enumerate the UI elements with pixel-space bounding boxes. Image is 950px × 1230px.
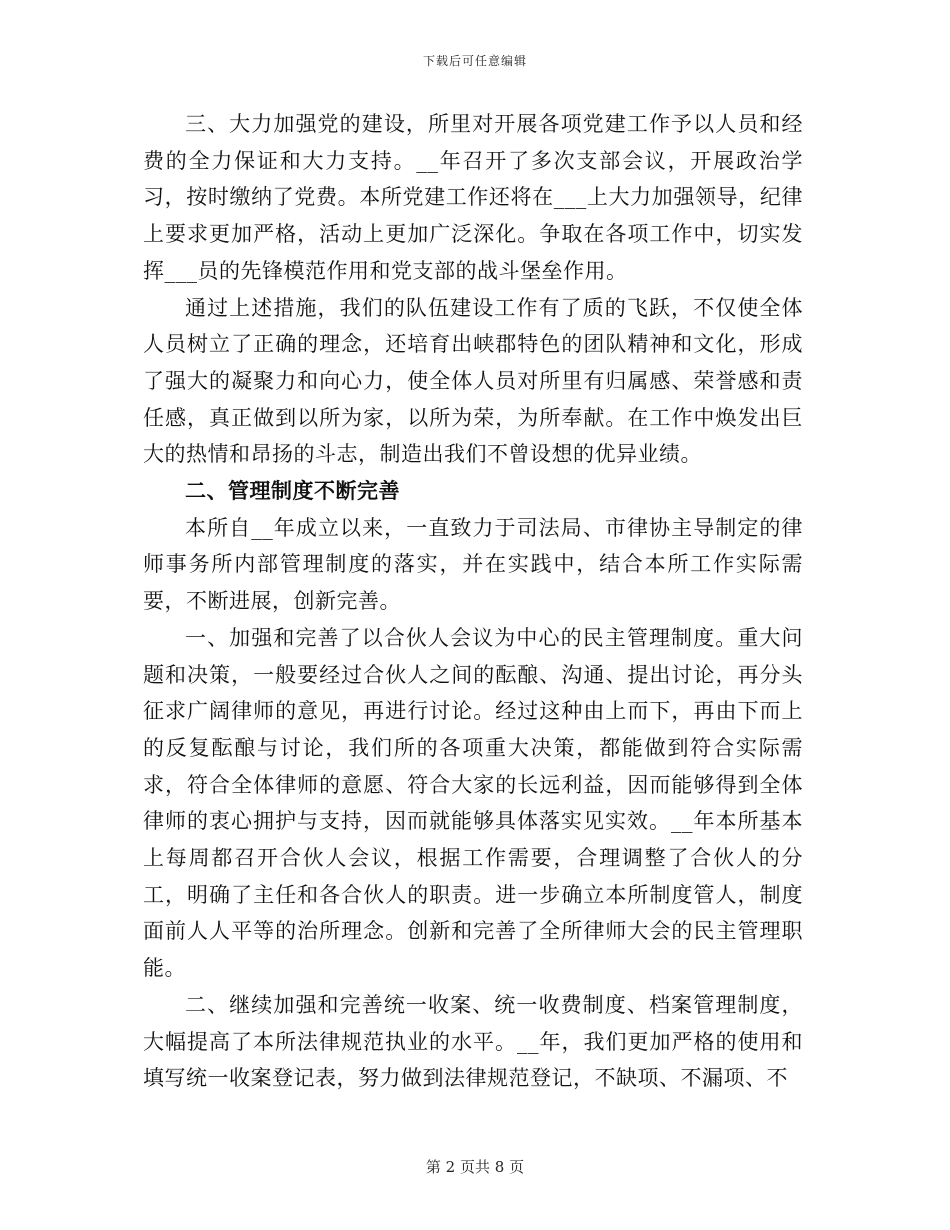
paragraph-unified-case: 二、继续加强和完善统一收案、统一收费制度、档案管理制度，大幅提高了本所法律规范执业的水平。__年，我们更加严格的使用和填写统一收案登记表，努力做到法律规范登记，不缺项、不漏项、不 — [143, 992, 803, 1091]
section-heading-management: 二、管理制度不断完善 — [185, 479, 400, 504]
paragraph-partner-meeting: 一、加强和完善了以合伙人会议为中心的民主管理制度。重大问题和决策，一般要经过合伙人之间的酝酿、沟通、提出讨论，再分头征求广阔律师的意见，再进行讨论。经过这种由上而下，再由下而上的反复酝酿与讨论，我们所的各项重大决策，都能做到符合实际需求，符合全体律师的意愿、符合大家的长远利益，因而能够得到全体律师的衷心拥护与支持，因而就能够具体落实见实效。__年本所基本上每周都召开合伙人会议，根据工作需要，合理调整了合伙人的分工，明确了主任和各合伙人的职责。进一步确立本所制度管人，制度面前人人平等的治所理念。创新和完善了全所律师大会的民主管理职能。 — [143, 625, 803, 981]
page-header: 下载后可任意编辑 — [422, 54, 527, 68]
paragraph-management-intro: 本所自__年成立以来，一直致力于司法局、市律协主导制定的律师事务所内部管理制度的落实，并在实践中，结合本所工作实际需要，不断进展，创新完善。 — [143, 515, 803, 614]
page-footer: 第 2 页共 8 页 — [425, 1158, 525, 1176]
paragraph-team-results: 通过上述措施，我们的队伍建设工作有了质的飞跃，不仅使全体人员树立了正确的理念，还培育出峡郡特色的团队精神和文化，形成了强大的凝聚力和向心力，使全体人员对所里有归属感、荣誉感和责任感，真正做到以所为家，以所为荣，为所奉献。在工作中焕发出巨大的热情和昂扬的斗志，制造出我们不曾设想的优异业绩。 — [143, 295, 803, 467]
paragraph-party-building: 三、大力加强党的建设，所里对开展各项党建工作予以人员和经费的全力保证和大力支持。__年召开了多次支部会议，开展政治学习，按时缴纳了党费。本所党建工作还将在___上大力加强领导，纪律上要求更加严格，活动上更加广泛深化。争取在各项工作中，切实发挥___员的先锋模范作用和党支部的战斗堡垒作用。 — [143, 112, 803, 283]
document-body — [143, 106, 803, 1097]
